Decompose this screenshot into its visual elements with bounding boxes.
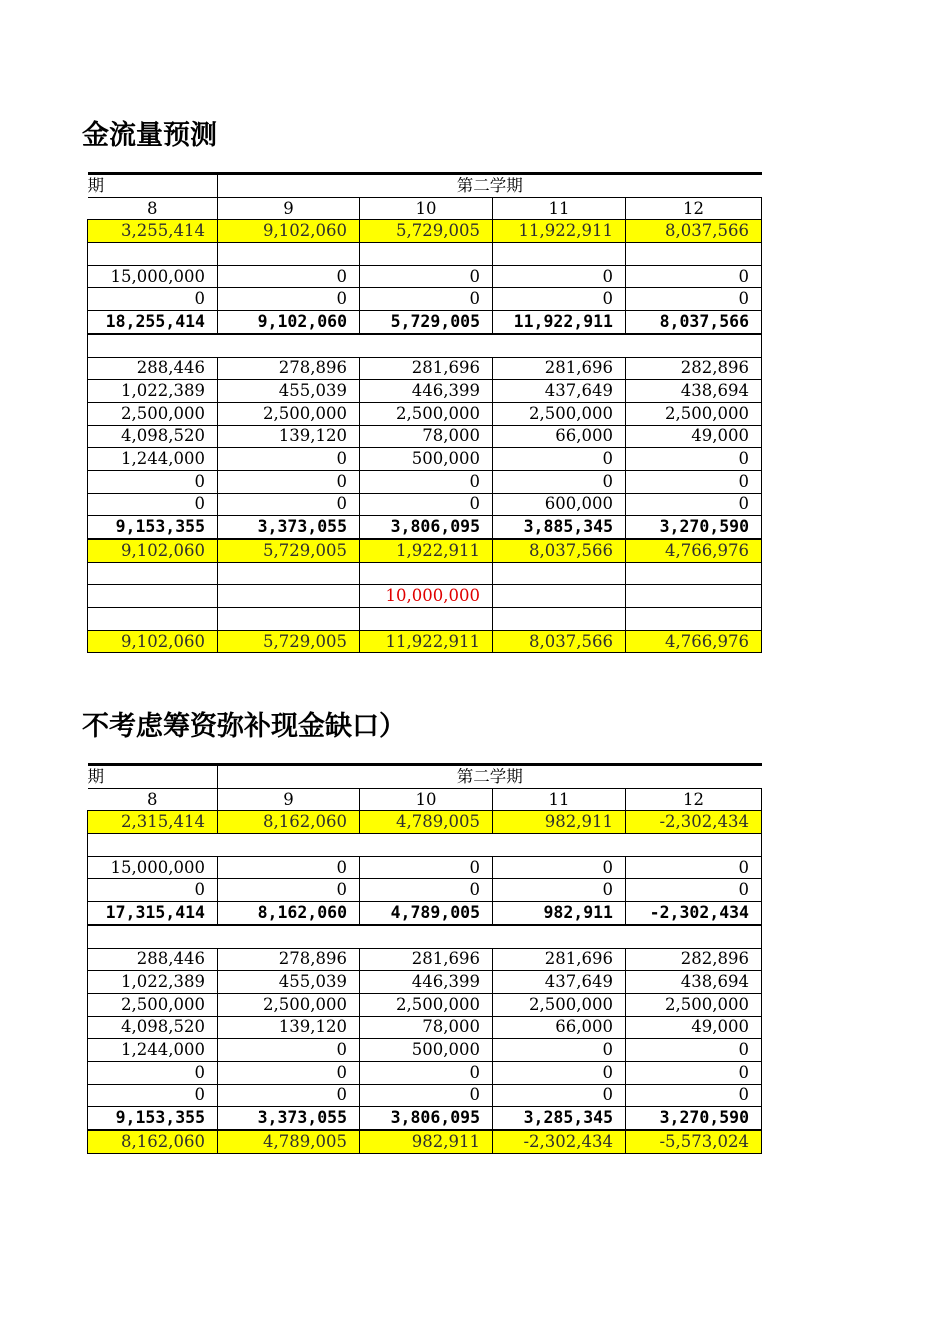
header-row-months bbox=[88, 197, 762, 220]
table-cell: 455,039 bbox=[218, 971, 360, 994]
table-cell: 500,000 bbox=[360, 1039, 493, 1062]
table-cell: 0 bbox=[626, 493, 762, 516]
table-cell bbox=[218, 243, 360, 266]
table-cell: -2,302,434 bbox=[626, 811, 762, 834]
semester-label: 第二学期 bbox=[218, 174, 762, 198]
table-cell: 4,098,520 bbox=[88, 425, 218, 448]
table-cell: 0 bbox=[88, 879, 218, 902]
period-label: 期 bbox=[88, 765, 218, 789]
table-cell: 3,806,095 bbox=[360, 516, 493, 539]
table-cell: 288,446 bbox=[88, 948, 218, 971]
table-cell: 0 bbox=[218, 470, 360, 493]
table-cell bbox=[493, 562, 626, 585]
table-cell: 0 bbox=[88, 1084, 218, 1107]
month-header: 8 bbox=[88, 197, 218, 220]
table-cell: 2,315,414 bbox=[88, 811, 218, 834]
table-cell: 5,729,005 bbox=[218, 630, 360, 653]
table-cell: 0 bbox=[360, 879, 493, 902]
table-cell: 438,694 bbox=[626, 380, 762, 403]
table-row bbox=[88, 448, 762, 471]
table-cell: 139,120 bbox=[218, 1016, 360, 1039]
table-row bbox=[88, 357, 762, 380]
table-row bbox=[88, 608, 762, 631]
table-cell: 0 bbox=[493, 1084, 626, 1107]
table-row bbox=[88, 925, 762, 948]
table-cell bbox=[218, 562, 360, 585]
table-cell bbox=[88, 562, 218, 585]
table-cell: 2,500,000 bbox=[493, 993, 626, 1016]
table-cell bbox=[493, 585, 626, 608]
table-cell: 5,729,005 bbox=[218, 539, 360, 562]
header-row-semester bbox=[88, 765, 762, 789]
table-cell: 982,911 bbox=[360, 1130, 493, 1153]
table-cell: 1,022,389 bbox=[88, 971, 218, 994]
table-cell: 18,255,414 bbox=[88, 311, 218, 334]
table-cell: 0 bbox=[493, 1039, 626, 1062]
table-cell: 0 bbox=[218, 265, 360, 288]
table-cell: 9,153,355 bbox=[88, 516, 218, 539]
table-cell: 15,000,000 bbox=[88, 265, 218, 288]
month-header: 10 bbox=[360, 788, 493, 811]
table-cell: 9,153,355 bbox=[88, 1107, 218, 1130]
table-cell: 3,270,590 bbox=[626, 1107, 762, 1130]
table-row bbox=[88, 834, 762, 857]
table-cell bbox=[88, 585, 218, 608]
table-cell bbox=[218, 608, 360, 631]
table-cell: 9,102,060 bbox=[88, 539, 218, 562]
table-row bbox=[88, 470, 762, 493]
table-cell: 9,102,060 bbox=[218, 311, 360, 334]
table-cell: 49,000 bbox=[626, 1016, 762, 1039]
table-cell: 4,098,520 bbox=[88, 1016, 218, 1039]
table-row bbox=[88, 539, 762, 562]
table-cell: 2,500,000 bbox=[218, 402, 360, 425]
table-cell: 0 bbox=[493, 288, 626, 311]
table-row bbox=[88, 1016, 762, 1039]
table-cell: 0 bbox=[493, 470, 626, 493]
table-cell: 15,000,000 bbox=[88, 856, 218, 879]
table-cell: 2,500,000 bbox=[360, 993, 493, 1016]
table-cell: 2,500,000 bbox=[493, 402, 626, 425]
table-cell: 0 bbox=[218, 1084, 360, 1107]
table-cell: 4,789,005 bbox=[360, 902, 493, 925]
table-row bbox=[88, 311, 762, 334]
table-row bbox=[88, 334, 762, 357]
month-header: 11 bbox=[493, 788, 626, 811]
table-cell: 282,896 bbox=[626, 948, 762, 971]
table-cell: 1,022,389 bbox=[88, 380, 218, 403]
table-cell: 278,896 bbox=[218, 948, 360, 971]
table-cell: 1,244,000 bbox=[88, 448, 218, 471]
table-cell: 281,696 bbox=[493, 357, 626, 380]
table-cell: 8,037,566 bbox=[626, 311, 762, 334]
table-cell: 0 bbox=[88, 470, 218, 493]
table-cell bbox=[218, 585, 360, 608]
month-header: 9 bbox=[218, 197, 360, 220]
table-cell: 4,789,005 bbox=[218, 1130, 360, 1153]
table-cell: 3,255,414 bbox=[88, 220, 218, 243]
table-row bbox=[88, 1061, 762, 1084]
table-cell: 278,896 bbox=[218, 357, 360, 380]
section1-title: 金流量预测 bbox=[82, 120, 217, 151]
table-cell: 11,922,911 bbox=[360, 630, 493, 653]
table-cell: 0 bbox=[626, 265, 762, 288]
month-header: 8 bbox=[88, 788, 218, 811]
header-row-semester bbox=[88, 174, 762, 198]
table-row bbox=[88, 948, 762, 971]
table-cell: 3,373,055 bbox=[218, 1107, 360, 1130]
table-cell bbox=[88, 925, 762, 948]
table-row bbox=[88, 493, 762, 516]
table-cell: 8,037,566 bbox=[626, 220, 762, 243]
table-row bbox=[88, 243, 762, 266]
table-cell: 8,037,566 bbox=[493, 630, 626, 653]
table-row bbox=[88, 585, 762, 608]
table-cell: 0 bbox=[360, 265, 493, 288]
table-cell: 0 bbox=[493, 448, 626, 471]
table-cell: 5,729,005 bbox=[360, 311, 493, 334]
table-cell: 500,000 bbox=[360, 448, 493, 471]
table-cell: 2,500,000 bbox=[88, 993, 218, 1016]
table-row bbox=[88, 993, 762, 1016]
table-row bbox=[88, 1039, 762, 1062]
table-cell: 66,000 bbox=[493, 425, 626, 448]
table-row bbox=[88, 811, 762, 834]
table-row bbox=[88, 425, 762, 448]
table-cell: 455,039 bbox=[218, 380, 360, 403]
table-cell: 0 bbox=[218, 493, 360, 516]
table-cell: 0 bbox=[493, 1061, 626, 1084]
table-cell bbox=[626, 608, 762, 631]
semester-label: 第二学期 bbox=[218, 765, 762, 789]
table-cell: 0 bbox=[626, 879, 762, 902]
table-cell: 281,696 bbox=[493, 948, 626, 971]
table-cell: 437,649 bbox=[493, 971, 626, 994]
table-cell bbox=[493, 243, 626, 266]
table-cell: 4,766,976 bbox=[626, 630, 762, 653]
table-row bbox=[88, 220, 762, 243]
table-cell bbox=[88, 334, 762, 357]
table-cell: 0 bbox=[626, 856, 762, 879]
table-cell: 3,270,590 bbox=[626, 516, 762, 539]
table-cell: 78,000 bbox=[360, 1016, 493, 1039]
table-cell: 0 bbox=[218, 856, 360, 879]
month-header: 12 bbox=[626, 788, 762, 811]
table-row bbox=[88, 856, 762, 879]
table-cell: 982,911 bbox=[493, 811, 626, 834]
table-row bbox=[88, 288, 762, 311]
table-cell: 446,399 bbox=[360, 380, 493, 403]
month-header: 11 bbox=[493, 197, 626, 220]
table-cell bbox=[88, 834, 762, 857]
table-cell: 2,500,000 bbox=[88, 402, 218, 425]
table-cell bbox=[626, 243, 762, 266]
table-cell: 0 bbox=[493, 856, 626, 879]
table-cell: 0 bbox=[360, 1061, 493, 1084]
table-cell: 66,000 bbox=[493, 1016, 626, 1039]
table-cell: 1,922,911 bbox=[360, 539, 493, 562]
table-cell bbox=[88, 243, 218, 266]
table-cell: 0 bbox=[626, 448, 762, 471]
table-row bbox=[88, 879, 762, 902]
table-row bbox=[88, 971, 762, 994]
table-cell: 3,373,055 bbox=[218, 516, 360, 539]
table-row bbox=[88, 265, 762, 288]
table-cell: 9,102,060 bbox=[88, 630, 218, 653]
section1-table bbox=[87, 172, 762, 653]
table-cell: 0 bbox=[493, 879, 626, 902]
table-row bbox=[88, 516, 762, 539]
table-cell: 5,729,005 bbox=[360, 220, 493, 243]
table-cell: 438,694 bbox=[626, 971, 762, 994]
table-cell: 139,120 bbox=[218, 425, 360, 448]
table-row bbox=[88, 380, 762, 403]
table-row bbox=[88, 1107, 762, 1130]
table-cell: 282,896 bbox=[626, 357, 762, 380]
table-cell: 2,500,000 bbox=[360, 402, 493, 425]
table-row bbox=[88, 630, 762, 653]
table-row bbox=[88, 562, 762, 585]
period-label: 期 bbox=[88, 174, 218, 198]
table-cell: 437,649 bbox=[493, 380, 626, 403]
section2-table bbox=[87, 763, 762, 1154]
table-cell: 10,000,000 bbox=[360, 585, 493, 608]
table-cell: 281,696 bbox=[360, 357, 493, 380]
table-cell: 0 bbox=[360, 493, 493, 516]
month-header: 9 bbox=[218, 788, 360, 811]
table-cell: 3,806,095 bbox=[360, 1107, 493, 1130]
table-cell: 8,162,060 bbox=[88, 1130, 218, 1153]
table-cell bbox=[493, 608, 626, 631]
table-cell: 288,446 bbox=[88, 357, 218, 380]
table-cell: 2,500,000 bbox=[218, 993, 360, 1016]
table-cell: 446,399 bbox=[360, 971, 493, 994]
table-cell: -2,302,434 bbox=[626, 902, 762, 925]
table-cell: 0 bbox=[218, 1039, 360, 1062]
header-row-months bbox=[88, 788, 762, 811]
table-cell: 49,000 bbox=[626, 425, 762, 448]
table-cell: 0 bbox=[493, 265, 626, 288]
table-cell: 8,037,566 bbox=[493, 539, 626, 562]
table-cell: -2,302,434 bbox=[493, 1130, 626, 1153]
table-cell: 0 bbox=[218, 1061, 360, 1084]
table-cell: 600,000 bbox=[493, 493, 626, 516]
table-cell: 8,162,060 bbox=[218, 902, 360, 925]
table-cell: 0 bbox=[88, 493, 218, 516]
table-cell: 0 bbox=[626, 288, 762, 311]
table-cell: 3,285,345 bbox=[493, 1107, 626, 1130]
table-cell bbox=[88, 608, 218, 631]
table-cell: 2,500,000 bbox=[626, 993, 762, 1016]
table-cell: 281,696 bbox=[360, 948, 493, 971]
table-cell: 0 bbox=[88, 1061, 218, 1084]
table-row bbox=[88, 1130, 762, 1153]
table-cell: 0 bbox=[88, 288, 218, 311]
table-cell: 2,500,000 bbox=[626, 402, 762, 425]
table-cell: 0 bbox=[626, 1061, 762, 1084]
table-cell: 0 bbox=[360, 856, 493, 879]
table-cell: 0 bbox=[360, 470, 493, 493]
table-cell bbox=[360, 608, 493, 631]
month-header: 10 bbox=[360, 197, 493, 220]
table-cell bbox=[360, 562, 493, 585]
table-cell: 4,766,976 bbox=[626, 539, 762, 562]
table-cell: 0 bbox=[626, 470, 762, 493]
table-cell: 1,244,000 bbox=[88, 1039, 218, 1062]
table-cell: 11,922,911 bbox=[493, 220, 626, 243]
table-cell: 3,885,345 bbox=[493, 516, 626, 539]
table-row bbox=[88, 902, 762, 925]
table-cell: 0 bbox=[218, 448, 360, 471]
month-header: 12 bbox=[626, 197, 762, 220]
table-cell: 4,789,005 bbox=[360, 811, 493, 834]
table-cell bbox=[626, 562, 762, 585]
table-cell: -5,573,024 bbox=[626, 1130, 762, 1153]
table-cell: 17,315,414 bbox=[88, 902, 218, 925]
table-cell: 0 bbox=[360, 288, 493, 311]
table-cell bbox=[626, 585, 762, 608]
table-cell: 9,102,060 bbox=[218, 220, 360, 243]
table-cell: 0 bbox=[626, 1084, 762, 1107]
table-row bbox=[88, 1084, 762, 1107]
table-cell: 982,911 bbox=[493, 902, 626, 925]
table-cell: 0 bbox=[218, 879, 360, 902]
table-row bbox=[88, 402, 762, 425]
table-cell: 0 bbox=[626, 1039, 762, 1062]
table-cell: 8,162,060 bbox=[218, 811, 360, 834]
table-cell: 0 bbox=[218, 288, 360, 311]
table-cell bbox=[360, 243, 493, 266]
table-cell: 11,922,911 bbox=[493, 311, 626, 334]
section2-title: 不考虑筹资弥补现金缺口） bbox=[82, 711, 406, 742]
table-cell: 78,000 bbox=[360, 425, 493, 448]
table-cell: 0 bbox=[360, 1084, 493, 1107]
